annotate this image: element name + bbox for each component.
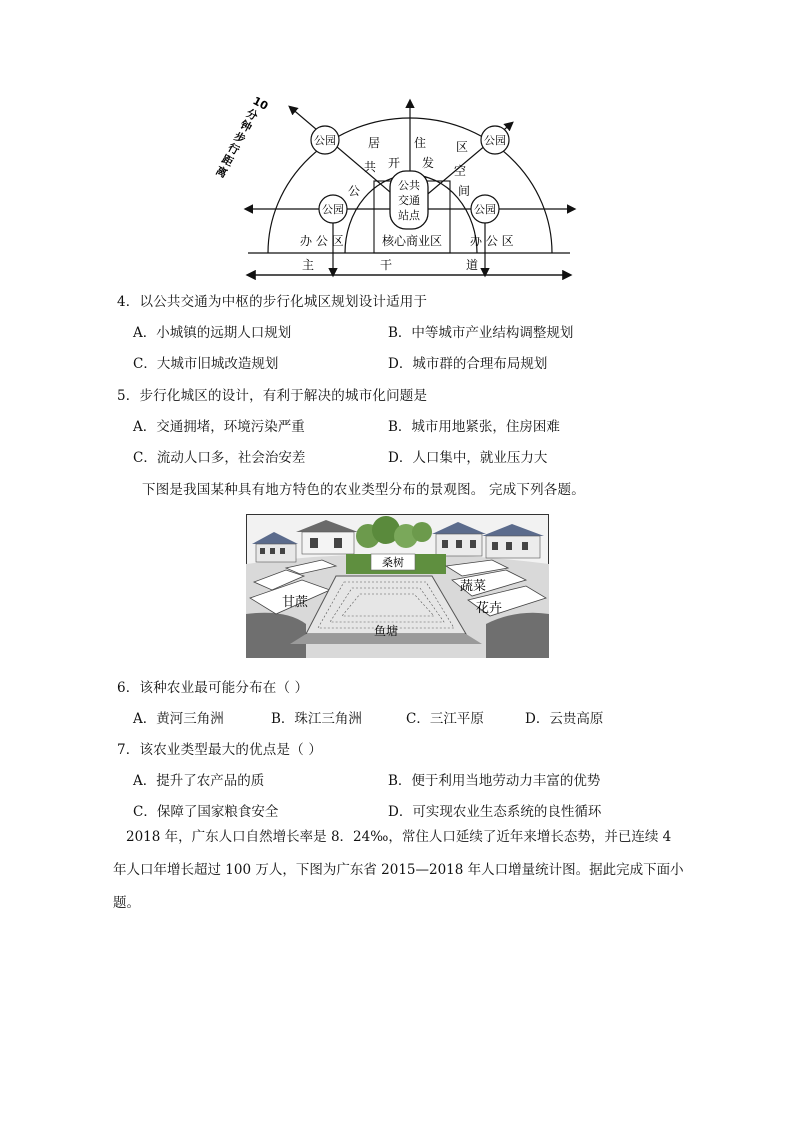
- intro-agriculture: 下图是我国某种具有地方特色的农业类型分布的景观图。 完成下列各题。: [142, 482, 585, 498]
- q6-option-c: C．三江平原: [406, 711, 484, 727]
- walk-label-char: 钟: [237, 118, 254, 135]
- walk-label-char: 步: [231, 129, 248, 147]
- q5-option-d: D．人口集中，就业压力大: [388, 450, 548, 466]
- road-char-1: 主: [302, 258, 315, 272]
- intro-population-line-2: 年人口年增长超过 100 万人，下图为广东省 2015—2018 年人口增量统计图。据此完成下面小: [113, 862, 684, 878]
- open-space-char-1: 开: [388, 156, 401, 170]
- q4-option-c: C．大城市旧城改造规划: [133, 356, 279, 372]
- road-char-2: 干: [380, 258, 393, 272]
- q5-option-a: A．交通拥堵，环境污染严重: [133, 419, 305, 435]
- park-label: 公园: [484, 134, 506, 147]
- q7-option-c: C．保障了国家粮食安全: [133, 804, 279, 820]
- residential-char-2: 住: [414, 136, 427, 150]
- q5-option-b: B．城市用地紧张，住房困难: [388, 419, 560, 435]
- q5-option-c: C．流动人口多，社会治安差: [133, 450, 306, 466]
- q6-option-d: D．云贵高原: [525, 711, 604, 727]
- urban-planning-diagram: [213, 94, 580, 285]
- office-right-label: 办 公 区: [470, 234, 514, 248]
- open-space-char-4: 间: [458, 184, 471, 198]
- q4-option-a: A．小城镇的远期人口规划: [133, 325, 292, 341]
- office-left-label: 办 公 区: [300, 234, 344, 248]
- public-char: 共: [364, 160, 377, 174]
- hub-line-2: 交通: [398, 194, 420, 207]
- residential-char-1: 居: [368, 136, 381, 150]
- intro-population-line-1: 2018 年，广东人口自然增长率是 8．24‰，常住人口延续了近年来增长态势，并已连续 4: [126, 829, 672, 845]
- walk-label-char: 行: [225, 140, 242, 158]
- open-space-char-3: 空: [454, 164, 467, 178]
- q4-option-b: B．中等城市产业结构调整规划: [388, 325, 574, 341]
- gong-char: 公: [348, 184, 361, 198]
- open-space-char-2: 发: [422, 156, 435, 170]
- q7-option-a: A．提升了农产品的质: [133, 773, 265, 789]
- q4-option-d: D．城市群的合理布局规划: [388, 356, 548, 372]
- hub-line-3: 站点: [398, 209, 420, 222]
- walk-distance-label: [213, 94, 271, 183]
- flowers-label: 花卉: [476, 601, 503, 616]
- intro-population-line-3: 题。: [113, 895, 140, 911]
- q5-stem: 5．步行化城区的设计，有利于解决的城市化问题是: [117, 388, 428, 404]
- walk-label-char: 离: [213, 163, 230, 181]
- walk-label-top: 10: [250, 94, 271, 113]
- park-label: 公园: [474, 203, 496, 216]
- residential-char-3: 区: [456, 140, 469, 154]
- hub-line-1: 公共: [398, 179, 420, 192]
- q6-option-a: A．黄河三角洲: [133, 711, 224, 727]
- park-label: 公园: [322, 203, 344, 216]
- q6-stem: 6．该种农业最可能分布在（ ）: [117, 680, 309, 696]
- road-char-3: 道: [466, 258, 479, 272]
- q7-option-d: D．可实现农业生态系统的良性循环: [388, 804, 602, 820]
- mulberry-label: 桑树: [382, 556, 404, 569]
- park-label: 公园: [314, 134, 336, 147]
- core-commercial-label: 核心商业区: [382, 234, 443, 248]
- sugarcane-label: 甘蔗: [282, 595, 309, 610]
- q6-option-b: B．珠江三角洲: [271, 711, 362, 727]
- agriculture-landscape-diagram: [246, 514, 549, 658]
- q7-stem: 7．该农业类型最大的优点是（ ）: [117, 742, 323, 758]
- walk-label-char: 距: [219, 152, 236, 170]
- fishpond-label: 鱼塘: [373, 624, 399, 638]
- walk-label-char: 分: [244, 106, 260, 124]
- vegetables-label: 蔬菜: [460, 579, 487, 594]
- q4-stem: 4．以公共交通为中枢的步行化城区规划设计适用于: [117, 294, 428, 310]
- q7-option-b: B．便于利用当地劳动力丰富的优势: [388, 773, 601, 789]
